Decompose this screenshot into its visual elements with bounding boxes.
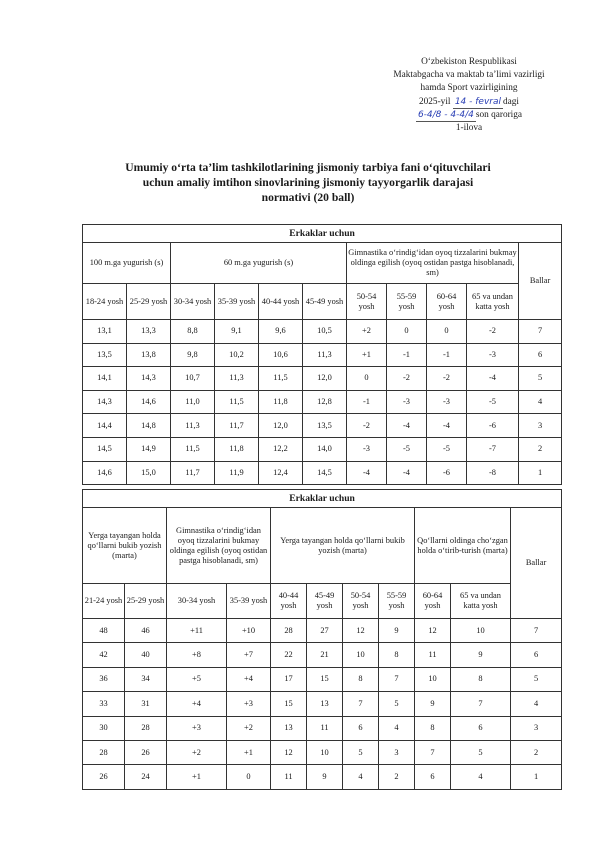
score-cell: 6	[519, 343, 562, 367]
group-header: Gimnastika o‘rindig‘idan oyoq tizzalarini bukmay oldinga egilish (oyoq ostidan pastga hisoblanadi, sm)	[347, 243, 519, 284]
score-cell: 6	[511, 643, 562, 667]
age-header: 50-54 yosh	[347, 284, 387, 320]
age-header: 65 va undan katta yosh	[467, 284, 519, 320]
age-header: 50-54 yosh	[343, 584, 379, 619]
age-header: 25-29 yosh	[127, 284, 171, 320]
table-cell: -4	[347, 461, 387, 485]
table-cell: +1	[227, 740, 271, 764]
table-cell: 21	[307, 643, 343, 667]
table-cell: 2	[379, 765, 415, 789]
group-header: Yerga tayangan holda qo‘llarni bukib yozish (marta)	[83, 508, 167, 584]
table-cell: 13,5	[303, 414, 347, 438]
table-cell: 33	[83, 692, 125, 716]
group-header: 100 m.ga yugurish (s)	[83, 243, 171, 284]
table-cell: 13,8	[127, 343, 171, 367]
table-cell: 10	[451, 619, 511, 643]
table-cell: 31	[125, 692, 167, 716]
table-cell: 13,3	[127, 320, 171, 344]
age-header: 40-44 yosh	[259, 284, 303, 320]
number-suffix: son qaroriga	[475, 109, 523, 120]
table-cell: 8	[415, 716, 451, 740]
date-prefix: 2025-yil	[418, 96, 451, 107]
group-header: 60 m.ga yugurish (s)	[171, 243, 347, 284]
header-number-line	[356, 109, 582, 122]
table-cell: 11,5	[215, 390, 259, 414]
table-cell: 28	[271, 619, 307, 643]
table-cell: 14,1	[83, 367, 127, 391]
table-cell: 27	[307, 619, 343, 643]
table-cell: 13	[307, 692, 343, 716]
table-cell: 11,7	[215, 414, 259, 438]
table-row	[83, 619, 562, 643]
score-cell: 4	[519, 390, 562, 414]
title-line-2: uchun amaliy imtihon sinovlarining jismoniy tayyorgarlik darajasi	[142, 176, 474, 189]
table-cell: 11	[307, 716, 343, 740]
table-cell: -2	[467, 320, 519, 344]
table-cell: 15	[307, 667, 343, 691]
table-cell: -2	[387, 367, 427, 391]
score-cell: 1	[511, 765, 562, 789]
table-cell: -6	[427, 461, 467, 485]
table-cell: 11,0	[171, 390, 215, 414]
table-cell: -7	[467, 437, 519, 461]
age-header: 18-24 yosh	[83, 284, 127, 320]
table-cell: 14,0	[303, 437, 347, 461]
table-cell: 17	[271, 667, 307, 691]
table-cell: 0	[227, 765, 271, 789]
table-cell: 10,7	[171, 367, 215, 391]
table-cell: 11	[271, 765, 307, 789]
table-cell: 14,6	[83, 461, 127, 485]
table-cell: 0	[347, 367, 387, 391]
normative-table-2	[82, 489, 562, 790]
table-cell: +5	[167, 667, 227, 691]
annex-label: 1-ilova	[455, 123, 483, 134]
table-cell: -3	[467, 343, 519, 367]
table-cell: 28	[83, 740, 125, 764]
table-cell: +1	[167, 765, 227, 789]
table-cell: 36	[83, 667, 125, 691]
score-cell: 5	[511, 667, 562, 691]
table-cell: 11,5	[259, 367, 303, 391]
table-cell: +4	[167, 692, 227, 716]
table-cell: -4	[467, 367, 519, 391]
table-cell: 13,5	[83, 343, 127, 367]
table-cell: 5	[343, 740, 379, 764]
table-cell: 13	[271, 716, 307, 740]
table-cell: -3	[387, 390, 427, 414]
table-cell: 9	[379, 619, 415, 643]
table-row	[83, 437, 562, 461]
table-cell: 7	[415, 740, 451, 764]
header-ministry-line: O‘zbekiston Respublikasi	[421, 57, 517, 67]
table-cell: -8	[467, 461, 519, 485]
age-header: 55-59 yosh	[379, 584, 415, 619]
table-cell: 34	[125, 667, 167, 691]
table-cell: 12	[271, 740, 307, 764]
table-cell: 22	[271, 643, 307, 667]
table-cell: 42	[83, 643, 125, 667]
table-cell: 8	[379, 643, 415, 667]
table-cell: +2	[347, 320, 387, 344]
table-cell: 14,6	[127, 390, 171, 414]
table-cell: -5	[387, 437, 427, 461]
table-row	[83, 414, 562, 438]
table-cell: 14,9	[127, 437, 171, 461]
table-cell: 11,3	[171, 414, 215, 438]
age-header: 55-59 yosh	[387, 284, 427, 320]
age-header: 35-39 yosh	[215, 284, 259, 320]
table-cell: 0	[427, 320, 467, 344]
table-cell: 7	[343, 692, 379, 716]
score-cell: 3	[511, 716, 562, 740]
table-cell: 11,7	[171, 461, 215, 485]
age-header: 60-64 yosh	[427, 284, 467, 320]
table-cell: 11,8	[259, 390, 303, 414]
table-cell: 12,0	[259, 414, 303, 438]
table-cell: 14,8	[127, 414, 171, 438]
table-cell: 14,3	[127, 367, 171, 391]
table-cell: 26	[83, 765, 125, 789]
table-cell: 8	[451, 667, 511, 691]
table-cell: 10,2	[215, 343, 259, 367]
table-cell: 7	[451, 692, 511, 716]
table-cell: -4	[427, 414, 467, 438]
table-cell: 28	[125, 716, 167, 740]
title-line-1: Umumiy o‘rta ta’lim tashkilotlarining jismoniy tarbiya fani o‘qituvchilari	[125, 161, 491, 174]
title-line-3: normativi (20 ball)	[261, 191, 355, 204]
header-ministry-line-2: Maktabgacha va maktab ta’limi vazirligi	[393, 70, 545, 81]
score-header: Ballar	[519, 243, 562, 320]
table-cell: 6	[415, 765, 451, 789]
table-cell: 11,9	[215, 461, 259, 485]
table-cell: -2	[427, 367, 467, 391]
table-cell: 9,6	[259, 320, 303, 344]
table-cell: 10	[415, 667, 451, 691]
age-header: 60-64 yosh	[415, 584, 451, 619]
table-row	[83, 343, 562, 367]
table-cell: 9,8	[171, 343, 215, 367]
table-cell: +8	[167, 643, 227, 667]
table-cell: 9	[451, 643, 511, 667]
table-cell: +10	[227, 619, 271, 643]
table-cell: 7	[379, 667, 415, 691]
table-cell: 10	[343, 643, 379, 667]
table-cell: 5	[451, 740, 511, 764]
score-cell: 1	[519, 461, 562, 485]
table-cell: 11,5	[171, 437, 215, 461]
score-cell: 2	[519, 437, 562, 461]
handwritten-number: 6-4/8 - 4-4/4	[417, 109, 474, 120]
header-date-line	[356, 96, 582, 109]
table-cell: +7	[227, 643, 271, 667]
table-cell: -4	[387, 414, 427, 438]
table-cell: 4	[379, 716, 415, 740]
table-cell: 14,5	[303, 461, 347, 485]
score-cell: 3	[519, 414, 562, 438]
table-cell: -5	[427, 437, 467, 461]
score-cell: 5	[519, 367, 562, 391]
table-cell: 11	[415, 643, 451, 667]
table-cell: 10,6	[259, 343, 303, 367]
table-cell: -1	[387, 343, 427, 367]
group-header: Qo‘llarni oldinga cho‘zgan holda o‘tirib-turish (marta)	[415, 508, 511, 584]
table-row	[83, 692, 562, 716]
table-cell: 11,3	[303, 343, 347, 367]
table-cell: -2	[347, 414, 387, 438]
table-cell: 11,3	[215, 367, 259, 391]
table-cell: +11	[167, 619, 227, 643]
score-cell: 7	[511, 619, 562, 643]
table-cell: 12	[415, 619, 451, 643]
table-caption: Erkaklar uchun	[83, 225, 562, 243]
table-cell: 14,4	[83, 414, 127, 438]
table-cell: 10,5	[303, 320, 347, 344]
table-cell: 15,0	[127, 461, 171, 485]
table-cell: 15	[271, 692, 307, 716]
table-cell: -1	[427, 343, 467, 367]
table-cell: 12,0	[303, 367, 347, 391]
table-cell: 9,1	[215, 320, 259, 344]
document-title	[80, 160, 536, 205]
table-cell: 4	[343, 765, 379, 789]
table-cell: +4	[227, 667, 271, 691]
table-cell: -3	[427, 390, 467, 414]
table-cell: +3	[167, 716, 227, 740]
table-cell: 10	[307, 740, 343, 764]
score-cell: 2	[511, 740, 562, 764]
table-cell: 46	[125, 619, 167, 643]
table-cell: 6	[451, 716, 511, 740]
age-header: 25-29 yosh	[125, 584, 167, 619]
table-cell: 13,1	[83, 320, 127, 344]
table-cell: 40	[125, 643, 167, 667]
score-header: Ballar	[511, 508, 562, 619]
table-cell: 26	[125, 740, 167, 764]
date-suffix: dagi	[503, 96, 520, 107]
table-cell: 12,8	[303, 390, 347, 414]
table-row	[83, 716, 562, 740]
table-row	[83, 667, 562, 691]
table-row	[83, 461, 562, 485]
age-header: 30-34 yosh	[167, 584, 227, 619]
header-ministry-line-3: hamda Sport vazirligining	[420, 83, 518, 94]
table-cell: 30	[83, 716, 125, 740]
table-row	[83, 390, 562, 414]
table-cell: 14,5	[83, 437, 127, 461]
table-row	[83, 367, 562, 391]
table-cell: 12,2	[259, 437, 303, 461]
table-cell: +2	[227, 716, 271, 740]
table-cell: 9	[415, 692, 451, 716]
table-row	[83, 643, 562, 667]
normative-table-1	[82, 224, 562, 485]
approval-header	[356, 56, 582, 135]
group-header: Gimnastika o‘rindig‘idan oyoq tizzalarini bukmay oldinga egilish (oyoq ostidan pastga hisoblanadi, sm)	[167, 508, 271, 584]
handwritten-date: 14 - fevral	[454, 96, 501, 107]
age-header: 40-44 yosh	[271, 584, 307, 619]
table-cell: -6	[467, 414, 519, 438]
table-cell: 9	[307, 765, 343, 789]
table-cell: 8	[343, 667, 379, 691]
table-cell: 0	[387, 320, 427, 344]
table-cell: -4	[387, 461, 427, 485]
table-cell: 5	[379, 692, 415, 716]
table-cell: 12,4	[259, 461, 303, 485]
table-cell: 4	[451, 765, 511, 789]
table-cell: 24	[125, 765, 167, 789]
table-cell: +3	[227, 692, 271, 716]
table-cell: 14,3	[83, 390, 127, 414]
table-cell: +2	[167, 740, 227, 764]
table-cell: 6	[343, 716, 379, 740]
table-cell: -1	[347, 390, 387, 414]
age-header: 45-49 yosh	[303, 284, 347, 320]
age-header: 45-49 yosh	[307, 584, 343, 619]
score-cell: 7	[519, 320, 562, 344]
table-cell: -3	[347, 437, 387, 461]
age-header: 65 va undan katta yosh	[451, 584, 511, 619]
age-header: 21-24 yosh	[83, 584, 125, 619]
group-header: Yerga tayangan holda qo‘llarni bukib yozish (marta)	[271, 508, 415, 584]
table-cell: 8,8	[171, 320, 215, 344]
table-row	[83, 320, 562, 344]
table-row	[83, 765, 562, 789]
score-cell: 4	[511, 692, 562, 716]
age-header: 30-34 yosh	[171, 284, 215, 320]
table-caption: Erkaklar uchun	[83, 490, 562, 508]
age-header: 35-39 yosh	[227, 584, 271, 619]
table-cell: 48	[83, 619, 125, 643]
table-cell: -5	[467, 390, 519, 414]
table-row	[83, 740, 562, 764]
table-cell: 3	[379, 740, 415, 764]
table-cell: 11,8	[215, 437, 259, 461]
table-cell: +1	[347, 343, 387, 367]
table-cell: 12	[343, 619, 379, 643]
